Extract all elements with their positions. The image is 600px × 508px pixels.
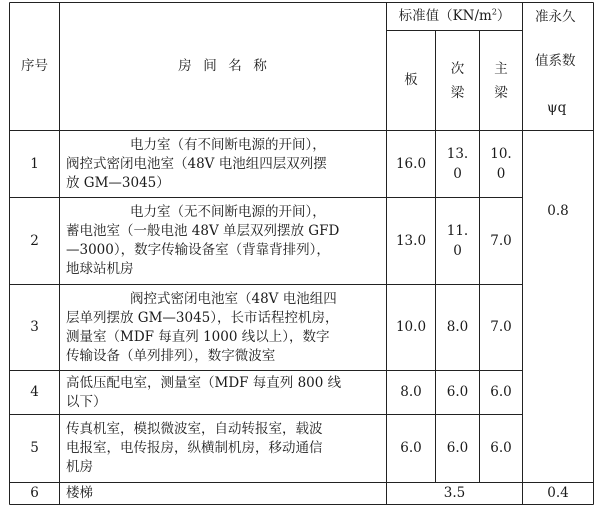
row-1-no-text: 1 — [30, 155, 39, 172]
row-4-line-1: 高低压配电室，测量室（MDF 每直列 800 线 — [66, 374, 342, 391]
psi-value-rows-1-5 — [523, 131, 593, 291]
row-3-main-text: 7.0 — [490, 319, 512, 335]
psi-value-0-4: 0.4 — [547, 485, 569, 501]
row-2-no-text: 2 — [30, 232, 39, 249]
row-2-secondary-b: 0 — [453, 243, 462, 259]
row-3-line-1: 阀控式密闭电池室（48V 电池组四 — [130, 290, 337, 307]
header-standard-value — [387, 3, 522, 30]
row-3-line-3: 测量室（MDF 每直列 1000 线以上），数字 — [66, 328, 330, 345]
row-1-room — [60, 131, 386, 197]
row-1-no — [10, 131, 59, 197]
row-1-secondary-a: 13. — [446, 146, 469, 162]
row-4-no — [10, 371, 59, 414]
header-room-name-text: 房 间 名 称 — [178, 58, 268, 74]
header-quasi-line1: 准永久 — [535, 9, 576, 25]
row-2-line-3: —3000），数字传输设备室（背靠背排列）， — [66, 242, 330, 258]
row-3-no — [10, 285, 59, 370]
row-5-room — [60, 415, 386, 482]
row-2-main-text: 7.0 — [490, 232, 512, 249]
header-slab-text: 板 — [404, 72, 418, 88]
row-4-room — [60, 371, 386, 414]
row-5-secondary-text: 6.0 — [446, 440, 469, 456]
row-6-room — [60, 483, 386, 504]
row-5-main — [480, 415, 522, 482]
row-1-line-2: 阀控式密闭电池室（48V 电池组四层双列摆 — [66, 155, 327, 172]
header-main-beam-1: 主 — [494, 60, 508, 77]
row-6-merged-value-text: 3.5 — [443, 485, 466, 501]
row-3-no-text: 3 — [30, 319, 39, 335]
row-2-line-2: 蓄电池室（一般电池 48V 单层双列摆放 GFD — [66, 223, 340, 239]
row-5-slab-text: 6.0 — [400, 440, 422, 456]
row-5-no-text: 5 — [30, 440, 39, 456]
row-4-main — [480, 371, 522, 414]
row-6-merged-value — [387, 483, 522, 504]
row-2-secondary-a: 11. — [446, 223, 469, 239]
row-5-main-text: 6.0 — [490, 440, 512, 456]
row-4-line-2: 以下） — [66, 393, 107, 410]
row-3-secondary-text: 8.0 — [446, 319, 469, 335]
header-standard-value-text — [399, 7, 511, 26]
row-6-line-1: 楼梯 — [66, 485, 93, 501]
row-2-no — [10, 198, 59, 284]
row-4-slab-text: 8.0 — [400, 384, 422, 400]
header-quasi-symbol: ψq — [547, 100, 567, 116]
header-seq — [10, 3, 59, 130]
row-4-slab — [387, 371, 435, 414]
row-3-slab-text: 10.0 — [395, 319, 427, 335]
row-5-line-2: 电报室，电传报房，纵横制机房，移动通信 — [66, 440, 323, 456]
psi-value-0-8: 0.8 — [547, 202, 569, 219]
row-1-main-b: 0 — [496, 166, 506, 182]
std-value-exponent: 2 — [491, 7, 497, 17]
std-value-close: ） — [496, 8, 511, 24]
row-6-no — [10, 483, 59, 504]
header-main-beam-2: 梁 — [494, 84, 508, 101]
row-2-slab-text: 13.0 — [395, 232, 427, 249]
header-seq-text: 序号 — [21, 58, 48, 74]
row-1-slab-text: 16.0 — [395, 155, 427, 172]
psi-value-row-6 — [523, 483, 593, 504]
row-2-slab — [387, 198, 435, 284]
header-quasi-line2: 值系数 — [535, 53, 576, 69]
row-1-slab — [387, 131, 435, 197]
header-secondary-beam — [436, 31, 479, 130]
header-secondary-beam-2: 梁 — [450, 84, 465, 101]
row-1-line-3: 放 GM—3045） — [66, 174, 170, 191]
row-2-line-1: 电力室（无不间断电源的开间）， — [130, 204, 326, 220]
row-5-slab — [387, 415, 435, 482]
row-4-secondary-text: 6.0 — [446, 384, 469, 400]
row-3-slab — [387, 285, 435, 370]
row-3-room — [60, 285, 386, 370]
row-2-line-4: 地球站机房 — [66, 261, 134, 277]
row-3-secondary — [436, 285, 479, 370]
row-5-secondary — [436, 415, 479, 482]
row-1-line-1: 电力室（有不间断电源的开间）， — [130, 136, 326, 153]
row-2-secondary — [436, 198, 479, 284]
row-1-secondary — [436, 131, 479, 197]
row-4-no-text: 4 — [30, 384, 39, 400]
row-2-main — [480, 198, 522, 284]
row-3-main — [480, 285, 522, 370]
row-5-line-3: 机房 — [66, 459, 93, 475]
header-main-beam — [480, 31, 522, 130]
row-4-secondary — [436, 371, 479, 414]
std-value-base: 标准值（KN/m — [398, 8, 492, 24]
row-3-line-4: 传输设备（单列排列），数字微波室 — [66, 347, 276, 364]
header-slab — [387, 31, 435, 130]
header-secondary-beam-1: 次 — [450, 60, 465, 77]
row-5-no — [10, 415, 59, 482]
row-4-main-text: 6.0 — [490, 384, 512, 400]
row-3-line-2: 层单列摆放 GM—3045），长市话程控机房， — [66, 309, 339, 326]
row-2-room — [60, 198, 386, 284]
header-room-name — [60, 3, 386, 130]
row-1-main-a: 10. — [490, 146, 512, 162]
row-5-line-1: 传真机室，模拟微波室，自动转报室，载波 — [66, 421, 323, 437]
row-6-no-text: 6 — [30, 485, 39, 501]
header-quasi-permanent — [523, 3, 593, 130]
row-1-main — [480, 131, 522, 197]
row-1-secondary-b: 0 — [453, 166, 462, 182]
